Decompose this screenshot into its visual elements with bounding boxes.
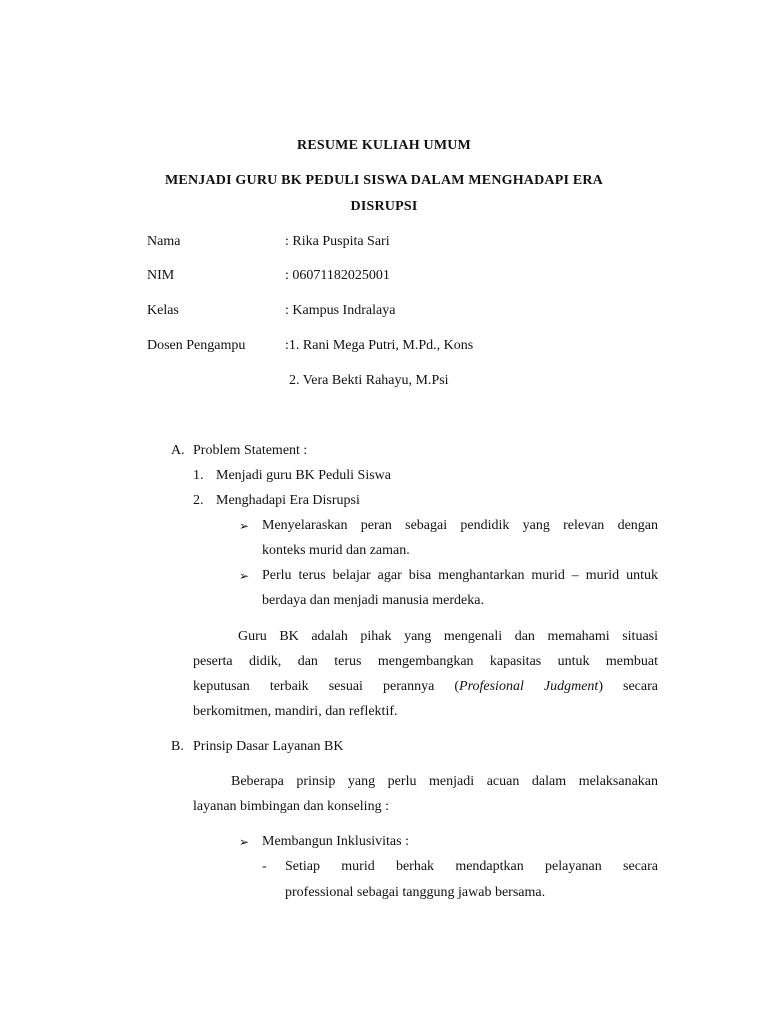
paragraph-line: Beberapa prinsip yang perlu menjadi acuan dalam melaksanakan	[231, 774, 658, 789]
nama-label: Nama	[147, 234, 181, 249]
section-a-marker: A.	[171, 443, 185, 458]
document-subtitle-line1: MENJADI GURU BK PEDULI SISWA DALAM MENGHADAPI ERA	[165, 173, 603, 188]
dosen-value-2: 2. Vera Bekti Rahayu, M.Psi	[289, 373, 449, 388]
kelas-label: Kelas	[147, 303, 179, 318]
nim-value: : 06071182025001	[285, 268, 390, 283]
section-a-heading: Problem Statement :	[193, 443, 308, 458]
dosen-label: Dosen Pengampu	[147, 338, 246, 353]
dosen-value-1: :1. Rani Mega Putri, M.Pd., Kons	[285, 338, 474, 353]
list-item-text: Menjadi guru BK Peduli Siswa	[216, 468, 391, 483]
dash-bullet: -	[262, 859, 267, 874]
nama-value: : Rika Puspita Sari	[285, 234, 390, 249]
list-item-text: Menghadapi Era Disrupsi	[216, 493, 360, 508]
arrow-bullet-icon: ➢	[239, 519, 250, 533]
paragraph-line: peserta didik, dan terus mengembangkan kapasitas untuk membuat	[193, 654, 658, 669]
bullet-text-line: konteks murid dan zaman.	[262, 543, 410, 558]
dash-text-line: Setiap murid berhak mendaptkan pelayanan secara	[285, 859, 658, 874]
list-item-number: 2.	[193, 493, 204, 508]
bullet-text-line: berdaya dan menjadi manusia merdeka.	[262, 593, 484, 608]
section-b-marker: B.	[171, 739, 184, 754]
kelas-value: : Kampus Indralaya	[285, 303, 396, 318]
bullet-text-line: Perlu terus belajar agar bisa menghantarkan murid – murid untuk	[262, 568, 658, 583]
nim-label: NIM	[147, 268, 175, 283]
paragraph-line: keputusan terbaik sesuai perannya (Profesional Judgment) secara	[193, 679, 658, 694]
document-subtitle-line2: DISRUPSI	[350, 199, 418, 214]
dash-text-line: professional sebagai tanggung jawab bersama.	[285, 885, 546, 900]
arrow-bullet-icon: ➢	[239, 569, 250, 583]
bullet-text-line: Menyelaraskan peran sebagai pendidik yang relevan dengan	[262, 518, 658, 533]
list-item-number: 1.	[193, 468, 204, 483]
arrow-bullet-icon: ➢	[239, 835, 250, 849]
italic-term: Profesional Judgment	[459, 679, 599, 694]
bullet-text-line: Membangun Inklusivitas :	[262, 834, 409, 849]
section-b-heading: Prinsip Dasar Layanan BK	[193, 739, 344, 754]
paragraph-line: Guru BK adalah pihak yang mengenali dan memahami situasi	[238, 629, 658, 644]
paragraph-line: layanan bimbingan dan konseling :	[193, 799, 389, 814]
document-title: RESUME KULIAH UMUM	[297, 138, 471, 153]
paragraph-line: berkomitmen, mandiri, dan reflektif.	[193, 704, 398, 719]
